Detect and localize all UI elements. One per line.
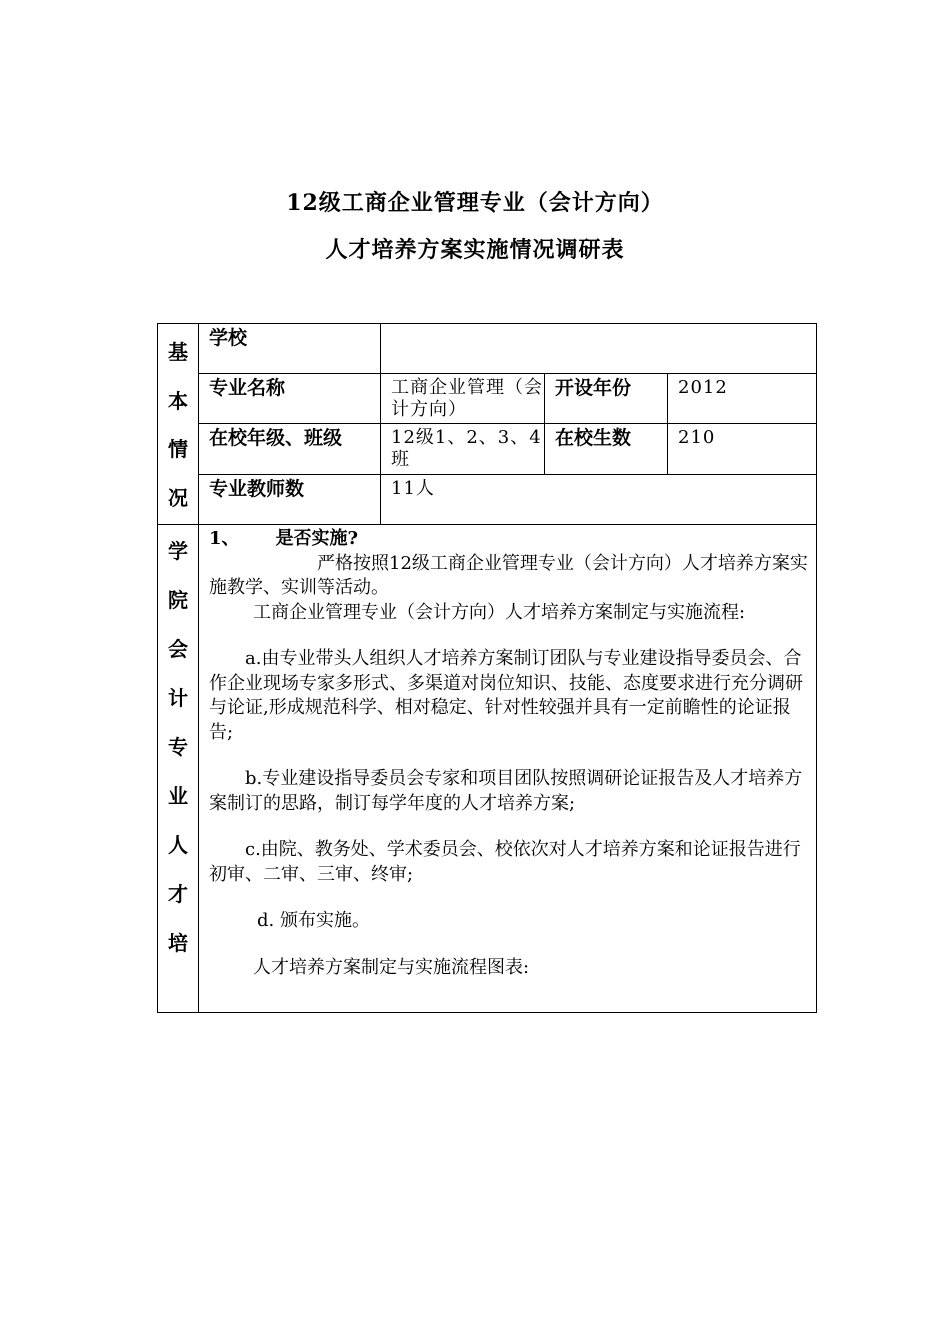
step-b: b.专业建设指导委员会专家和项目团队按照调研论证报告及人才培养方案制订的思路，制订每学年度的人才培养方案; [209, 768, 803, 814]
question-1 [209, 527, 808, 552]
class-label: 在校年级、班级 [199, 424, 381, 475]
implementation-content [199, 525, 817, 1013]
paragraph-1: 严格按照12级工商企业管理专业（会计方向）人才培养方案实施教学、实训等活动。 [209, 552, 808, 598]
side-char: 专 [168, 735, 188, 759]
side-char: 人 [168, 833, 188, 857]
document-title-line2: 人才培养方案实施情况调研表 [325, 237, 625, 263]
side-char: 学 [168, 539, 188, 563]
side-char: 才 [168, 882, 188, 906]
side-char: 本 [168, 388, 188, 413]
side-char: 会 [168, 637, 188, 661]
college-side-label [158, 525, 199, 1013]
survey-table [157, 323, 817, 1013]
question-number: 1、 [209, 528, 240, 549]
side-char: 培 [168, 931, 188, 955]
document-title-line1: 12级工商企业管理专业（会计方向） [286, 190, 664, 216]
teachers-label: 专业教师数 [199, 475, 381, 525]
step-a: a.由专业带头人组织人才培养方案制订团队与专业建设指导委员会、合作企业现场专家多形式、多渠道对岗位知识、技能、态度要求进行充分调研与论证,形成规范科学、相对稳定、针对性较强并具有一定前瞻性的论证报告; [209, 648, 803, 743]
step-c: c.由院、教务处、学术委员会、校依次对人才培养方案和论证报告进行初审、二审、三审、终审; [209, 839, 801, 885]
side-char: 情 [168, 437, 188, 461]
school-value [381, 324, 817, 374]
major-value: 工商企业管理（会计方向） [381, 374, 545, 424]
students-value: 210 [668, 424, 817, 475]
year-label: 开设年份 [545, 374, 668, 424]
teachers-value: 11人 [381, 475, 817, 525]
class-value: 12级1、2、3、4班 [381, 424, 545, 475]
paragraph-2: 工商企业管理专业（会计方向）人才培养方案制定与实施流程: [253, 601, 746, 623]
side-char: 况 [168, 485, 188, 510]
side-char: 院 [168, 588, 188, 612]
major-label: 专业名称 [199, 374, 381, 424]
year-value: 2012 [668, 374, 817, 424]
students-label: 在校生数 [545, 424, 668, 475]
school-label: 学校 [199, 324, 381, 374]
step-d: d. 颁布实施。 [257, 910, 370, 931]
side-char: 基 [168, 340, 188, 364]
chart-caption: 人才培养方案制定与实施流程图表: [253, 956, 530, 978]
side-char: 计 [168, 686, 188, 710]
basic-info-side-label [158, 324, 199, 525]
side-char: 业 [168, 784, 188, 808]
question-title: 是否实施? [275, 528, 359, 549]
